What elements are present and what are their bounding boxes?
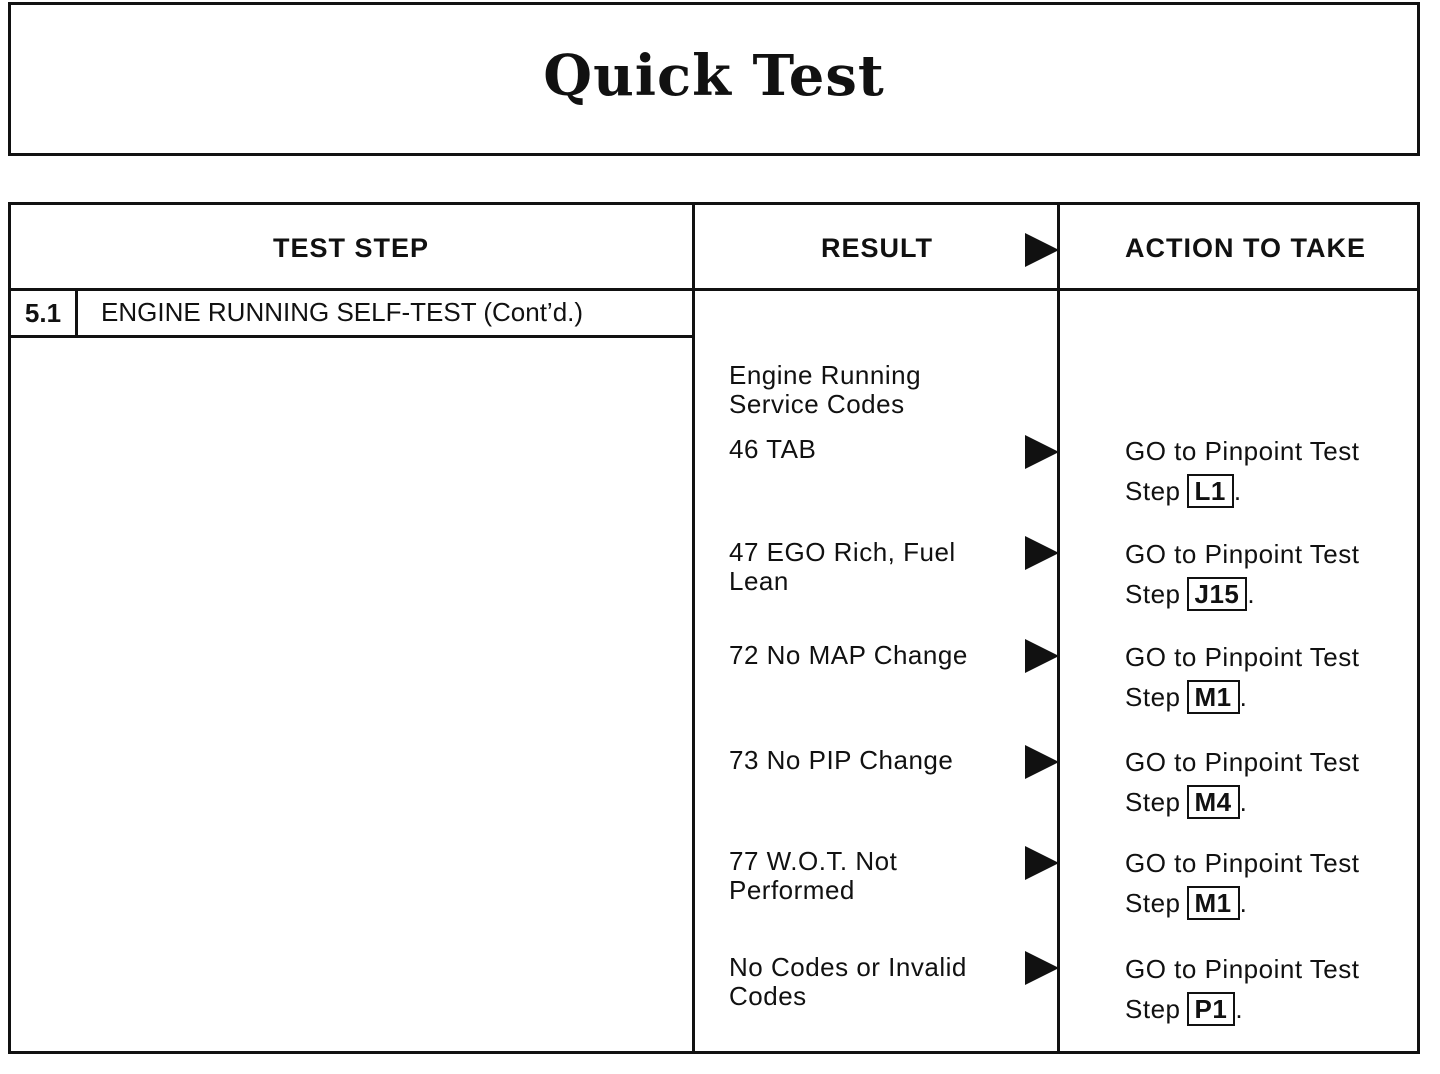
action-cell [1125,534,1359,614]
step-reference-box: M4 [1187,785,1240,819]
header-test-step: TEST STEP [273,233,430,263]
action-text: GO to Pinpoint Test [1125,436,1360,466]
step-label: Step [1125,888,1181,918]
step-reference-box: J15 [1187,577,1248,611]
result-line: 77 W.O.T. Not [729,846,898,876]
results-intro-line: Engine Running [729,360,922,390]
action-cell [1125,637,1359,717]
result-line: Codes [729,981,807,1011]
step-label: Step [1125,994,1181,1024]
action-text: GO to Pinpoint Test [1125,747,1360,777]
step-reference-box: M1 [1187,680,1240,714]
step-number: 5.1 [24,297,62,328]
arrow-icon [1025,745,1059,779]
result-line: 73 No PIP Change [729,745,954,775]
action-text: GO to Pinpoint Test [1125,539,1360,569]
result-line: 72 No MAP Change [729,640,968,670]
header-result: RESULT [821,233,933,263]
result-line: Lean [729,566,789,596]
arrow-icon [1025,536,1059,570]
result-line: 47 EGO Rich, Fuel [729,537,956,567]
step-label: Step [1125,787,1181,817]
step-label: Step [1125,476,1181,506]
results-intro [729,361,921,419]
result-line: No Codes or Invalid [729,952,967,982]
result-cell [729,953,967,1011]
arrow-icon [1025,951,1059,985]
period: . [1239,682,1248,712]
header-action: ACTION TO TAKE [1125,233,1366,263]
result-cell [729,746,953,775]
result-line: 46 TAB [729,434,817,464]
step-reference-box: L1 [1187,474,1234,508]
results-intro-line: Service Codes [729,389,905,419]
result-cell [729,641,968,670]
step-number-divider [75,289,78,337]
column-divider-right [1057,205,1060,1051]
action-cell [1125,843,1359,923]
period: . [1235,994,1244,1024]
title-box [8,2,1420,156]
result-cell [729,847,897,905]
diagnostic-table [8,202,1420,1054]
step-label: Step [1125,682,1181,712]
step-row-divider [11,335,695,338]
period: . [1239,787,1248,817]
step-title: ENGINE RUNNING SELF-TEST (Cont’d.) [101,297,584,327]
action-cell [1125,431,1359,511]
result-line: Performed [729,875,855,905]
arrow-icon [1025,435,1059,469]
period: . [1233,476,1242,506]
step-label: Step [1125,579,1181,609]
action-text: GO to Pinpoint Test [1125,848,1360,878]
action-cell [1125,742,1359,822]
arrow-icon [1025,846,1059,880]
result-cell [729,435,816,464]
step-reference-box: P1 [1187,992,1236,1026]
header-divider [11,288,1417,291]
page-title: Quick Test [543,43,885,109]
step-reference-box: M1 [1187,886,1240,920]
action-text: GO to Pinpoint Test [1125,642,1360,672]
arrow-icon [1025,639,1059,673]
action-text: GO to Pinpoint Test [1125,954,1360,984]
header-arrow-icon [1025,233,1059,267]
result-cell [729,538,956,596]
column-divider-left [692,205,695,1051]
action-cell [1125,949,1359,1029]
period: . [1239,888,1248,918]
period: . [1247,579,1256,609]
